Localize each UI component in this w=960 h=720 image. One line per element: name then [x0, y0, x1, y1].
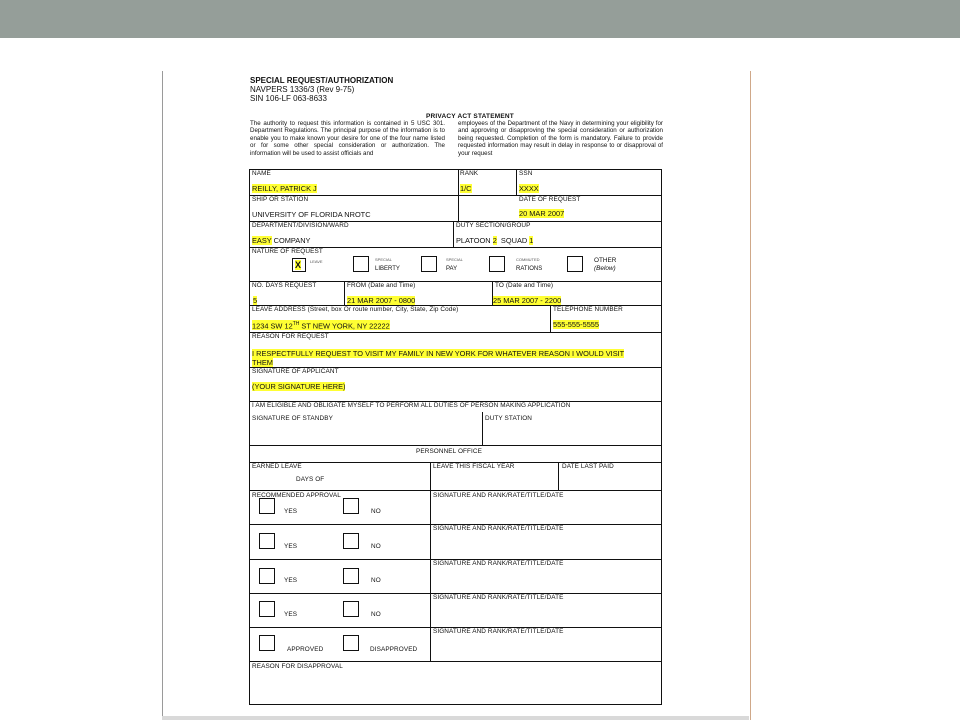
address-sup: TH: [292, 321, 300, 327]
applicant-signature-label: SIGNATURE OF APPLICANT: [252, 368, 339, 375]
no-checkbox[interactable]: [343, 498, 359, 514]
to-field[interactable]: 25 MAR 2007 - 2200: [493, 296, 562, 305]
approved-label: APPROVED: [287, 646, 324, 653]
privacy-act-title: PRIVACY ACT STATEMENT: [426, 113, 514, 120]
ship-station-field[interactable]: UNIVERSITY OF FLORIDA NROTC: [252, 210, 371, 219]
special-pay-checkbox[interactable]: [421, 256, 437, 272]
option-rations-bottom: RATIONS: [516, 266, 543, 272]
yes-checkbox[interactable]: [259, 533, 275, 549]
commuted-rations-checkbox[interactable]: [489, 256, 505, 272]
platoon-label: PLATOON: [456, 236, 493, 245]
ssn-field[interactable]: XXXX: [519, 184, 539, 193]
yes-label: YES: [284, 611, 298, 618]
privacy-text-right: employees of the Department of the Navy in determining your eligibility for and approving or disapproving the special consideration or authorization being requested. Completion of the form is mandatory. Failure to provide requested information may result in delay in response to or disapproval of your request: [458, 120, 663, 157]
disapproved-label: DISAPPROVED: [370, 646, 418, 653]
name-field[interactable]: REILLY, PATRICK J: [252, 184, 317, 193]
personnel-office-title: PERSONNEL OFFICE: [416, 448, 482, 455]
option-other-sub: (Below): [594, 265, 616, 272]
address-pre: 1234 SW 12: [252, 321, 293, 331]
applicant-signature-field[interactable]: (YOUR SIGNATURE HERE): [252, 382, 346, 391]
rank-field[interactable]: 1/C: [460, 184, 472, 193]
squad-label: SQUAD: [496, 236, 530, 245]
rule-line: [458, 169, 459, 221]
approval-signature-label: SIGNATURE AND RANK/RATE/TITLE/DATE: [433, 525, 564, 532]
rule-line: [550, 305, 551, 332]
no-label: NO: [371, 543, 381, 550]
reason-disapproval-label: REASON FOR DISAPPROVAL: [252, 663, 343, 670]
to-label: TO (Date and Time): [495, 282, 554, 289]
from-field[interactable]: 21 MAR 2007 - 0800: [347, 296, 416, 305]
yes-checkbox[interactable]: [259, 568, 275, 584]
approved-checkbox[interactable]: [259, 635, 275, 651]
address-post: ST NEW YORK, NY 22222: [299, 321, 390, 331]
privacy-text-left: The authority to request this information is contained in 5 USC 301. Department Regulations. The principal purpose of the information is to enable you to make known your desire for one of the four name listed or for some other special consideration or authorization. The information will be used to assist officials and: [250, 120, 445, 157]
no-checkbox[interactable]: [343, 568, 359, 584]
option-leave-label: LEAVE: [310, 259, 323, 264]
option-liberty-top: SPECIAL: [375, 257, 392, 262]
name-label: NAME: [252, 170, 271, 177]
yes-checkbox[interactable]: [259, 498, 275, 514]
rule-line: [482, 412, 483, 445]
company-highlight: EASY: [252, 236, 272, 245]
no-checkbox[interactable]: [343, 601, 359, 617]
duty-station-label: DUTY STATION: [485, 415, 532, 422]
rule-line: [453, 221, 454, 247]
reason-text: I RESPECTFULLY REQUEST TO VISIT MY FAMILY IN NEW YORK FOR WHATEVER REASON I WOULD VISIT THEM: [252, 349, 625, 367]
fiscal-year-label: LEAVE THIS FISCAL YEAR: [433, 463, 515, 470]
eligibility-statement: I AM ELIGIBLE AND OBLIGATE MYSELF TO PERFORM ALL DUTIES OF PERSON MAKING APPLICATION: [252, 402, 571, 409]
rule-line: [249, 445, 662, 446]
duty-section-field[interactable]: [456, 236, 533, 245]
leave-checkbox[interactable]: [292, 258, 306, 272]
earned-leave-label: EARNED LEAVE: [252, 463, 302, 470]
telephone-field[interactable]: 555-555-5555: [553, 320, 600, 329]
disapproved-checkbox[interactable]: [343, 635, 359, 651]
approval-signature-label: SIGNATURE AND RANK/RATE/TITLE/DATE: [433, 628, 564, 635]
recommended-approval-label: RECOMMENDED APPROVAL: [252, 492, 341, 499]
form-header: [250, 76, 670, 103]
no-label: NO: [371, 577, 381, 584]
date-request-label: DATE OF REQUEST: [519, 196, 581, 203]
approval-signature-label: SIGNATURE AND RANK/RATE/TITLE/DATE: [433, 594, 564, 601]
ssn-label: SSN: [519, 170, 533, 177]
reason-request-field[interactable]: [252, 349, 644, 367]
rule-line: [249, 490, 662, 491]
form-number: NAVPERS 1336/3 (Rev 9-75): [250, 85, 355, 94]
option-other-label: OTHER: [594, 257, 617, 264]
option-pay-bottom: PAY: [446, 266, 458, 272]
rule-line: [249, 195, 662, 196]
approval-signature-label: SIGNATURE AND RANK/RATE/TITLE/DATE: [433, 560, 564, 567]
yes-label: YES: [284, 577, 298, 584]
rule-line: [344, 281, 345, 305]
no-label: NO: [371, 611, 381, 618]
department-field[interactable]: [252, 236, 310, 245]
leave-address-label: LEAVE ADDRESS (Street, box Or route number, City, State, Zip Code): [252, 306, 459, 313]
special-liberty-checkbox[interactable]: [353, 256, 369, 272]
ship-station-label: SHIP OR STATION: [252, 196, 309, 203]
from-label: FROM (Date and Time): [347, 282, 416, 289]
department-label: DEPARTMENT/DIVISION/WARD: [252, 222, 349, 229]
option-rations-top: COMMUTED: [516, 257, 540, 262]
rule-line: [249, 661, 662, 662]
slide-title-bar: [0, 0, 960, 38]
reason-request-label: REASON FOR REQUEST: [252, 333, 329, 340]
rule-line: [558, 462, 559, 490]
yes-checkbox[interactable]: [259, 601, 275, 617]
rank-label: RANK: [460, 170, 479, 177]
days-request-label: NO. DAYS REQUEST: [252, 282, 317, 289]
no-label: NO: [371, 508, 381, 515]
telephone-label: TELEPHONE NUMBER: [553, 306, 623, 313]
nature-request-label: NATURE OF REQUEST: [252, 248, 323, 255]
standby-signature-label: SIGNATURE OF STANDBY: [252, 415, 333, 422]
date-request-field[interactable]: 20 MAR 2007: [519, 209, 565, 218]
yes-label: YES: [284, 508, 298, 515]
company-rest: COMPANY: [271, 236, 311, 245]
page-bottom-edge: [162, 716, 749, 720]
days-request-field[interactable]: 5: [253, 296, 258, 305]
option-pay-top: SPECIAL: [446, 257, 463, 262]
form-title: SPECIAL REQUEST/AUTHORIZATION: [250, 76, 394, 85]
date-last-paid-label: DATE LAST PAID: [562, 463, 614, 470]
form-sin: SIN 106-LF 063-8633: [250, 94, 327, 103]
days-of-label: DAYS OF: [296, 476, 325, 483]
option-liberty-bottom: LIBERTY: [375, 266, 400, 272]
duty-section-label: DUTY SECTION/GROUP: [456, 222, 531, 229]
squad-value: 1: [529, 236, 534, 245]
other-checkbox[interactable]: [567, 256, 583, 272]
rule-line: [516, 169, 517, 195]
rule-line: [430, 462, 431, 661]
no-checkbox[interactable]: [343, 533, 359, 549]
yes-label: YES: [284, 543, 298, 550]
leave-address-field[interactable]: [252, 320, 390, 330]
platoon-value: 2: [492, 236, 497, 245]
checkbox-x-mark: X: [295, 260, 302, 270]
approval-signature-label: SIGNATURE AND RANK/RATE/TITLE/DATE: [433, 492, 564, 499]
